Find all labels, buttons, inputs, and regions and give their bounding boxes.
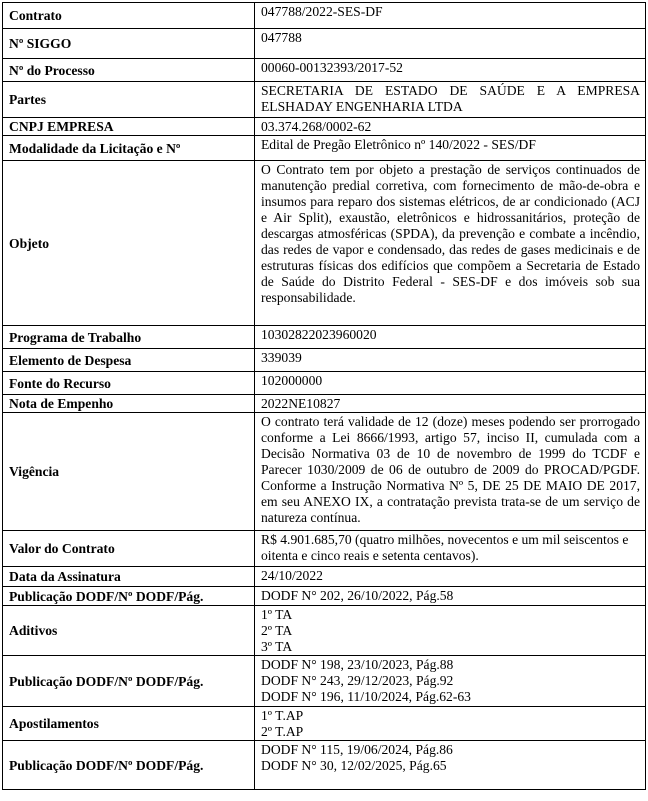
row-siggo: [3, 29, 646, 59]
value-publicacao-contrato: DODF N° 202, 26/10/2022, Pág.58: [255, 587, 646, 606]
row-aditivos: [3, 606, 646, 656]
row-partes: [3, 82, 646, 118]
label-apostilamentos: Apostilamentos: [3, 707, 255, 741]
value-cnpj: 03.374.268/0002-62: [255, 118, 646, 136]
publicacao-item: DODF N° 243, 29/12/2023, Pág.92: [261, 673, 454, 688]
value-modalidade: Edital de Pregão Eletrônico nº 140/2022 - SES/DF: [255, 136, 646, 161]
row-objeto: [3, 161, 646, 326]
label-vigencia: Vigência: [3, 413, 255, 531]
row-programa: [3, 326, 646, 349]
value-empenho: 2022NE10827: [255, 395, 646, 413]
row-valor: [3, 531, 646, 567]
contract-summary-table: [2, 2, 646, 790]
value-partes: SECRETARIA DE ESTADO DE SAÚDE E A EMPRESA ELSHADAY ENGENHARIA LTDA: [255, 82, 646, 118]
value-vigencia: O contrato terá validade de 12 (doze) meses podendo ser prorrogado conforme a Lei 8666/1993, artigo 57, inciso II, cumulada com a Decisão Normativa 03 de 10 de novembro de 1999 do TCDF e Parecer 1030/2009 de 06 de outubro de 2009 do PROCAD/PGDF. Conforme a Instrução Normativa Nº 5, DE 25 DE MAIO DE 2017, em seu ANEXO IX, a contratação prevista trata-se de um serviço de natureza contínua.: [255, 413, 646, 531]
label-contrato: Contrato: [3, 3, 255, 29]
label-partes: Partes: [3, 82, 255, 118]
value-siggo: 047788: [255, 29, 646, 59]
apostilamento-item: 2º T.AP: [261, 724, 304, 739]
publicacao-item: DODF N° 115, 19/06/2024, Pág.86: [261, 742, 453, 757]
publicacao-item: DODF N° 198, 23/10/2023, Pág.88: [261, 657, 454, 672]
label-publicacao-apostilamentos: Publicação DODF/Nº DODF/Pág.: [3, 741, 255, 790]
value-valor: R$ 4.901.685,70 (quatro milhões, novecentos e um mil seiscentos e oitenta e cinco reais e setenta centavos).: [255, 531, 646, 567]
publicacao-item: DODF N° 196, 11/10/2024, Pág.62-63: [261, 689, 471, 704]
value-processo: 00060-00132393/2017-52: [255, 59, 646, 82]
aditivo-item: 2º TA: [261, 623, 293, 638]
row-vigencia: [3, 413, 646, 531]
label-publicacao-contrato: Publicação DODF/Nº DODF/Pág.: [3, 587, 255, 606]
row-apostilamentos: [3, 707, 646, 741]
label-aditivos: Aditivos: [3, 606, 255, 656]
value-elemento: 339039: [255, 349, 646, 372]
value-objeto: O Contrato tem por objeto a prestação de serviços continuados de manutenção predial corretiva, com fornecimento de mão-de-obra e insumos para reparo dos sistemas elétricos, de ar condicionado (ACJ e Air Split), exaustão, eletrônicos e hidrossanitários, proteção de descargas atmosféricas (SPDA), da prevenção e combate a incêndio, das redes de vapor e condensado, das redes de gases medicinais e de estruturas físicas dos edifícios que compõem a Secretaria de Estado de Saúde do Distrito Federal - SES-DF e dos imóveis sob sua responsabilidade.: [255, 161, 646, 326]
value-publicacao-apostilamentos: [255, 741, 646, 790]
label-programa: Programa de Trabalho: [3, 326, 255, 349]
label-cnpj: CNPJ EMPRESA: [3, 118, 255, 136]
value-publicacao-aditivos: [255, 656, 646, 707]
row-assinatura: [3, 567, 646, 587]
row-processo: [3, 59, 646, 82]
row-empenho: [3, 395, 646, 413]
value-programa: 10302822023960020: [255, 326, 646, 349]
aditivo-item: 1º TA: [261, 607, 293, 622]
value-fonte: 102000000: [255, 372, 646, 395]
row-publicacao-aditivos: [3, 656, 646, 707]
label-processo: Nº do Processo: [3, 59, 255, 82]
label-valor: Valor do Contrato: [3, 531, 255, 567]
label-elemento: Elemento de Despesa: [3, 349, 255, 372]
value-contrato: 047788/2022-SES-DF: [255, 3, 646, 29]
value-assinatura: 24/10/2022: [255, 567, 646, 587]
label-objeto: Objeto: [3, 161, 255, 326]
apostilamento-item: 1º T.AP: [261, 708, 304, 723]
row-cnpj: [3, 118, 646, 136]
publicacao-item: DODF N° 30, 12/02/2025, Pág.65: [261, 758, 447, 773]
label-siggo: Nº SIGGO: [3, 29, 255, 59]
label-publicacao-aditivos: Publicação DODF/Nº DODF/Pág.: [3, 656, 255, 707]
row-contrato: [3, 3, 646, 29]
value-aditivos: [255, 606, 646, 656]
row-publicacao-contrato: [3, 587, 646, 606]
row-publicacao-apostilamentos: [3, 741, 646, 790]
row-modalidade: [3, 136, 646, 161]
label-modalidade: Modalidade da Licitação e Nº: [3, 136, 255, 161]
label-fonte: Fonte do Recurso: [3, 372, 255, 395]
label-empenho: Nota de Empenho: [3, 395, 255, 413]
row-elemento: [3, 349, 646, 372]
label-assinatura: Data da Assinatura: [3, 567, 255, 587]
row-fonte: [3, 372, 646, 395]
aditivo-item: 3º TA: [261, 639, 293, 654]
value-apostilamentos: [255, 707, 646, 741]
